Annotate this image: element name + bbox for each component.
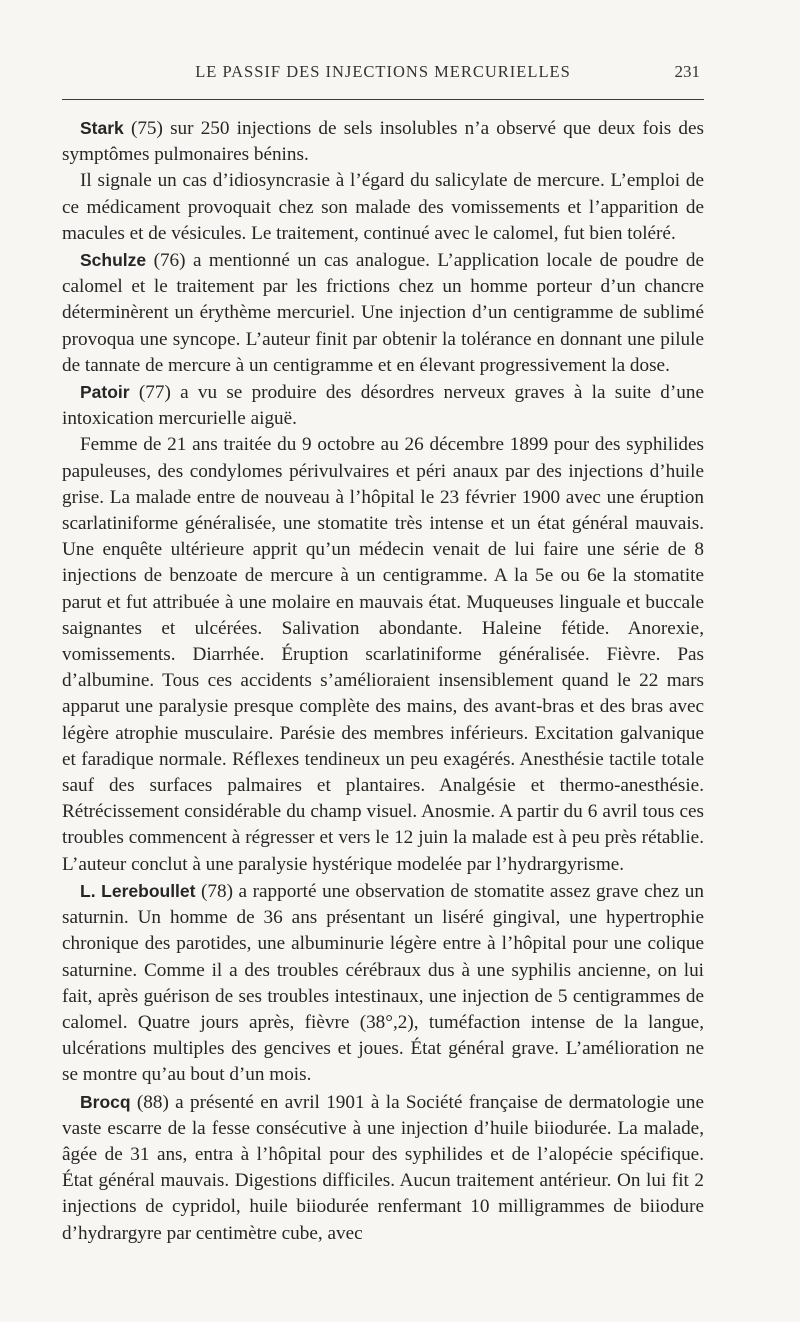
body-text	[62, 115, 704, 1247]
paragraph	[62, 1089, 704, 1247]
paragraph-text: (77) a vu se produire des désordres nerveux graves à la suite d’une intoxication mercurielle aiguë.	[62, 382, 704, 430]
paragraph-text: (75) sur 250 injections de sels insolubles n’a observé que deux fois des symptômes pulmonaires bénins.	[62, 118, 704, 166]
paragraph	[62, 247, 704, 379]
paragraph	[62, 115, 704, 168]
paragraph-text: Il signale un cas d’idiosyncrasie à l’égard du salicylate de mercure. L’emploi de ce médicament provoquait chez son malade des vomissements et l’apparition de macules et de vésicules. Le traitement, continué avec le calomel, fut bien toléré.	[62, 170, 704, 244]
author-name: Schulze	[80, 250, 147, 271]
paragraph	[62, 168, 704, 247]
author-name: L. Lereboullet	[80, 880, 196, 901]
paragraph	[62, 379, 704, 432]
paragraph-text: Femme de 21 ans traitée du 9 octobre au 26 décembre 1899 pour des syphilides papuleuses, des condylomes périvulvaires et péri anaux par des injections d’huile grise. La malade entre de nouveau à l’hôpital le 23 février 1900 avec une éruption scarlatiniforme généralisée, une stomatite très intense et un état général mauvais. Une enquête ultérieure apprit qu’un médecin venait de lui faire une série de 8 injections de benzoate de mercure à un centigramme. A la 5e ou 6e la stomatite parut et fut attribuée à une molaire en mauvais état. Muqueuses linguale et buccale saignantes et ulcérées. Salivation abondante. Haleine fétide. Anorexie, vomissements. Diarrhée. Éruption scarlatiniforme généralisée. Fièvre. Pas d’albumine. Tous ces accidents s’amélioraient insensiblement quand le 22 mars apparut une paralysie presque complète des mains, des avant-bras et des bras avec légère atrophie musculaire. Parésie des membres inférieurs. Excitation galvanique et faradique normale. Réflexes tendineux un peu exagérés. Anesthésie tactile totale sauf des surfaces palmaires et plantaires. Analgésie et thermo-anesthésie. Rétrécissement considérable du champ visuel. Anosmie. A partir du 6 avril tous ces troubles commencent à régresser et vers le 12 juin la malade est à peu près rétablie. L’auteur conclut à une paralysie hystérique modelée par l’hydrargyrisme.	[62, 434, 704, 875]
page-header	[62, 60, 704, 88]
paragraph-text: (88) a présenté en avril 1901 à la Société française de dermatologie une vaste escarre de la fesse consécutive à une injection d’huile biiodurée. La malade, âgée de 31 ans, entra à l’hôpital pour des syphilides et de l’alopécie spécifique. État général mauvais. Digestions difficiles. Aucun traitement antérieur. On lui fit 2 injections de cypridol, huile biiodurée renfermant 10 milligrammes de biiodure d’hydrargyre par centimètre cube, avec	[62, 1091, 704, 1244]
paragraph-text: (76) a mentionné un cas analogue. L’application locale de poudre de calomel et le traitement par les frictions chez un homme porteur d’un chancre déterminèrent un érythème mercuriel. Une injection d’un centigramme de sublimé provoqua une syncope. L’auteur finit par obtenir la tolérance en donnant une pilule de tannate de mercure à un centigramme et en élevant progressivement la dose.	[62, 250, 704, 376]
page-number: 231	[674, 62, 700, 81]
paragraph	[62, 432, 704, 877]
paragraph-text: (78) a rapporté une observation de stomatite assez grave chez un saturnin. Un homme de 36 ans présentant un liséré gingival, une hypertrophie chronique des parotides, une albuminurie légère entre à l’hôpital pour une colique saturnine. Comme il a des troubles cérébraux dus à une syphilis ancienne, on lui fait, après guérison de ses troubles intestinaux, une injection de 5 centigrammes de calomel. Quatre jours après, fièvre (38°,2), tuméfaction intense de la langue, ulcérations multiples des gencives et joues. État général grave. L’amélioration ne se montre qu’au bout d’un mois.	[62, 880, 704, 1086]
running-title: LE PASSIF DES INJECTIONS MERCURIELLES	[195, 62, 571, 81]
author-name: Patoir	[80, 382, 130, 403]
header-rule	[62, 99, 704, 100]
paragraph	[62, 878, 704, 1089]
author-name: Brocq	[80, 1091, 131, 1112]
author-name: Stark	[80, 118, 124, 138]
